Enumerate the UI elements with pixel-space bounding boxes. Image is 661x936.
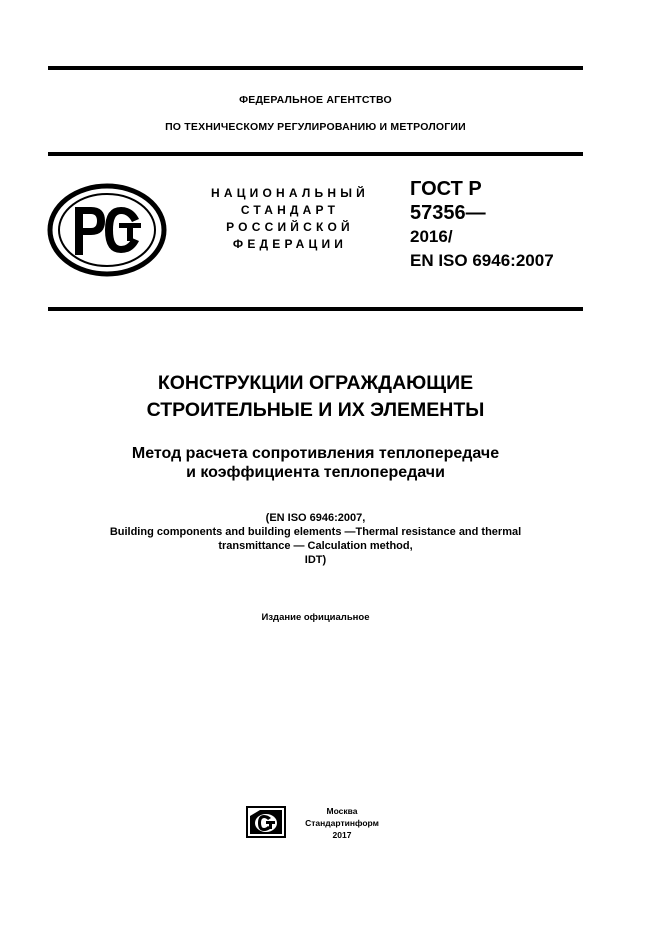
document-subtitle (48, 444, 583, 482)
gost-line-4: EN ISO 6946:2007 (410, 251, 554, 270)
gost-r-emblem-icon (47, 183, 167, 277)
edition-label: Издание официальное (261, 612, 370, 623)
header-bottom-rule (48, 152, 583, 156)
gost-line-2: 57356— (410, 202, 486, 224)
top-rule (48, 66, 583, 70)
intl-line-4: IDT) (304, 554, 327, 566)
national-standard-label (190, 185, 390, 253)
national-line-2: СТАНДАРТ (240, 203, 340, 217)
standard-bottom-rule (48, 307, 583, 311)
international-equivalent (48, 511, 583, 567)
publisher-city: Москва (326, 806, 358, 816)
national-line-1: НАЦИОНАЛЬНЫЙ (210, 186, 370, 200)
publisher-year: 2017 (332, 830, 352, 840)
national-line-3: РОССИЙСКОЙ (226, 220, 354, 234)
publisher-name: Стандартинформ (305, 818, 379, 828)
gost-line-3: 2016/ (410, 227, 453, 246)
intl-line-3: transmittance — Calculation method, (218, 540, 413, 552)
gost-designation (410, 177, 585, 273)
gost-line-1: ГОСТ Р (410, 178, 482, 200)
intl-line-1: (EN ISO 6946:2007, (265, 512, 366, 524)
standartinform-logo-icon (246, 806, 286, 838)
agency-line-1: ФЕДЕРАЛЬНОЕ АГЕНТСТВО (239, 94, 392, 106)
title-line-2: СТРОИТЕЛЬНЫЕ И ИХ ЭЛЕМЕНТЫ (146, 399, 485, 421)
title-line-1: КОНСТРУКЦИИ ОГРАЖДАЮЩИЕ (157, 372, 474, 394)
agency-line-2: ПО ТЕХНИЧЕСКОМУ РЕГУЛИРОВАНИЮ И МЕТРОЛОГИИ (165, 121, 466, 133)
intl-line-2: Building components and building elements —Thermal resistance and thermal (109, 526, 522, 538)
subtitle-line-1: Метод расчета сопротивления теплопередаче (131, 445, 500, 462)
document-title (48, 370, 583, 424)
publisher-block (292, 805, 392, 841)
national-line-4: ФЕДЕРАЦИИ (232, 237, 348, 251)
subtitle-line-2: и коэффициента теплопередачи (186, 464, 445, 481)
